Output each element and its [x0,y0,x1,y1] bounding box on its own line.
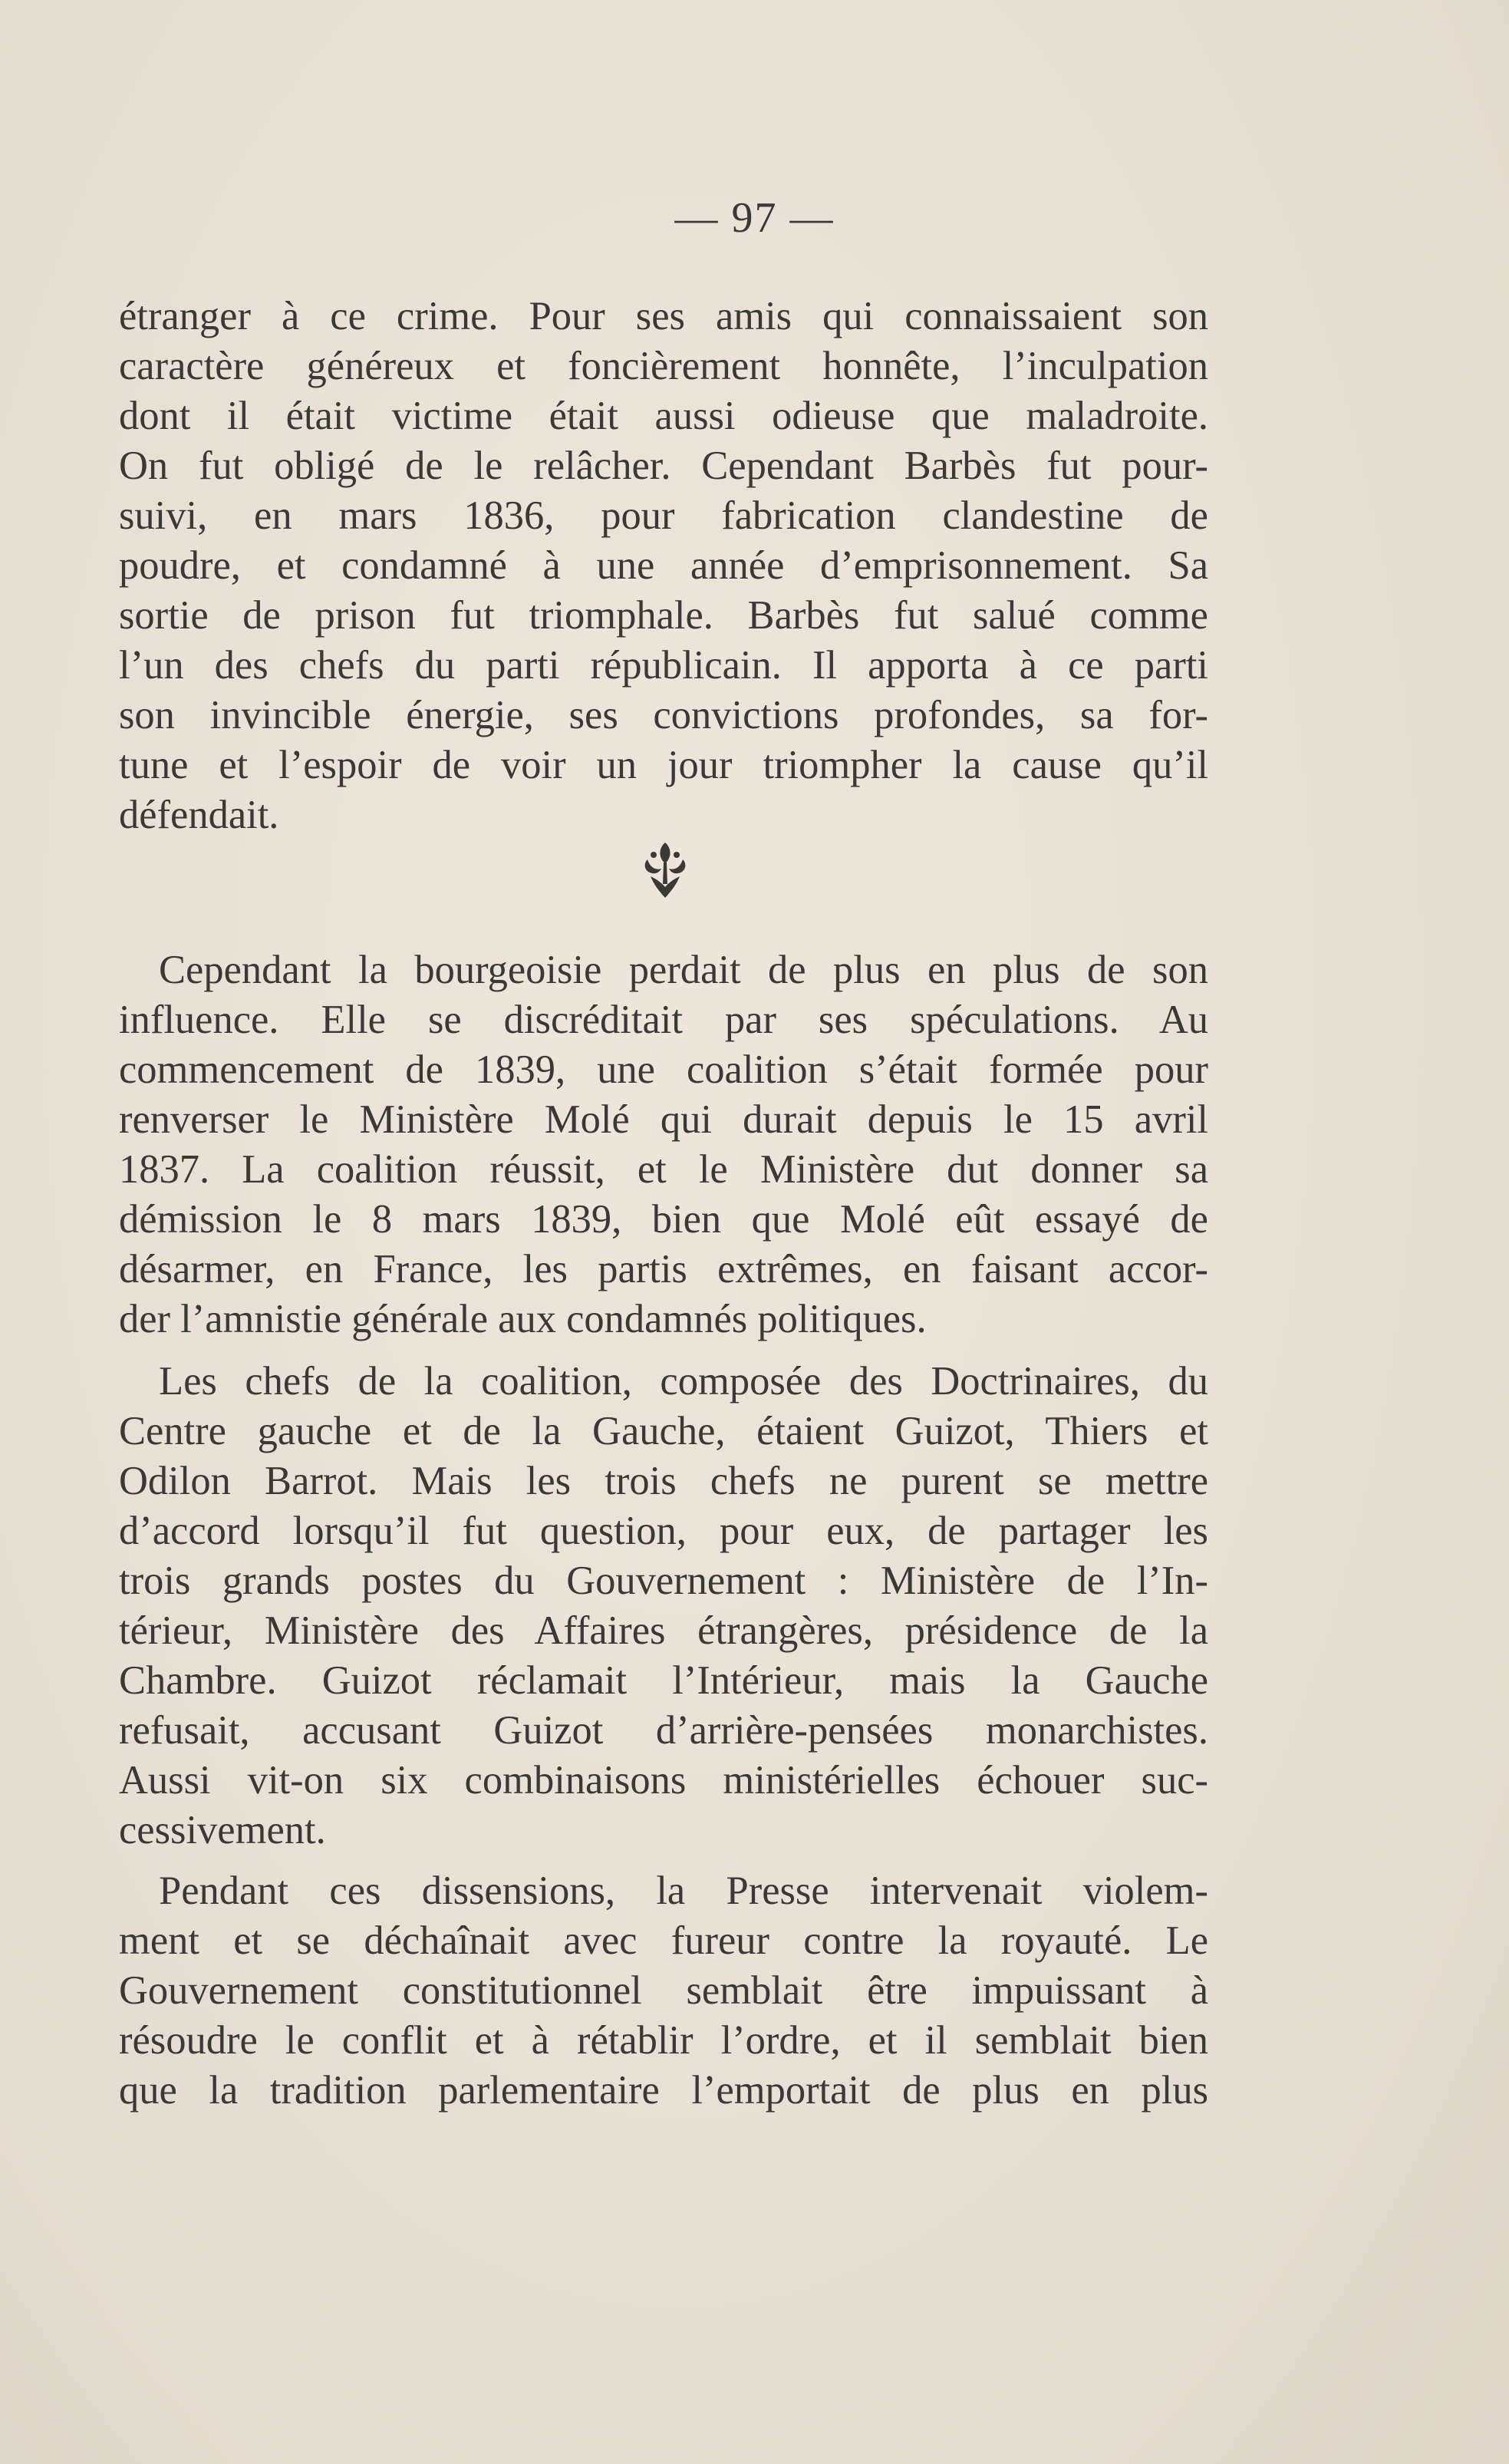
text-line: Cependant la bourgeoisie perdait de plus en plus de son [159,948,1208,992]
text-line: caractère généreux et foncièrement honnête, l’inculpation [119,344,1208,388]
paragraph-3 [119,1357,1208,1855]
text-line: commencement de 1839, une coalition s’était formée pour [119,1047,1208,1092]
text-line: poudre, et condamné à une année d’emprisonnement. Sa [119,543,1208,588]
text-line: Les chefs de la coalition, composée des Doctrinaires, du [159,1359,1208,1404]
text-line: l’un des chefs du parti républicain. Il apporta à ce parti [119,643,1208,688]
text-line: d’accord lorsqu’il fut question, pour eux, de partager les [119,1509,1208,1553]
paragraph-2 [119,945,1208,1344]
page-number: — 97 — [674,194,835,242]
paragraph-4 [119,1866,1208,2116]
text-line: renverser le Ministère Molé qui durait depuis le 15 avril [119,1097,1208,1142]
text-line: sortie de prison fut triomphale. Barbès fut salué comme [119,593,1208,638]
fleuron-icon [631,836,700,905]
text-line: 1837. La coalition réussit, et le Ministère dut donner sa [119,1147,1208,1192]
paragraph-1 [119,292,1208,840]
text-line: térieur, Ministère des Affaires étrangères, présidence de la [119,1608,1208,1653]
text-line: que la tradition parlementaire l’emportait de plus en plus [119,2068,1208,2113]
text-line: tune et l’espoir de voir un jour triompher la cause qu’il [119,743,1208,787]
text-line: Gouvernement constitutionnel semblait être impuissant à [119,1968,1208,2013]
text-line: Centre gauche et de la Gauche, étaient Guizot, Thiers et [119,1409,1208,1453]
text-line: résoudre le conflit et à rétablir l’ordre, et il semblait bien [119,2018,1208,2063]
text-line: démission le 8 mars 1839, bien que Molé eût essayé de [119,1197,1208,1242]
text-line: Chambre. Guizot réclamait l’Intérieur, mais la Gauche [119,1658,1208,1703]
text-line: der l’amnistie générale aux condamnés politiques. [119,1297,927,1341]
text-line: On fut obligé de le relâcher. Cependant Barbès fut pour- [119,444,1208,488]
text-line: étranger à ce crime. Pour ses amis qui connaissaient son [119,294,1208,338]
text-line: défendait. [119,793,279,837]
text-line: influence. Elle se discréditait par ses spéculations. Au [119,998,1208,1042]
text-line: Odilon Barrot. Mais les trois chefs ne purent se mettre [119,1459,1208,1503]
text-line: son invincible énergie, ses convictions profondes, sa for- [119,693,1208,737]
text-line: suivi, en mars 1836, pour fabrication clandestine de [119,493,1208,538]
text-line: Aussi vit-on six combinaisons ministérielles échouer suc- [119,1758,1208,1803]
text-line: désarmer, en France, les partis extrêmes, en faisant accor- [119,1247,1208,1291]
text-line: trois grands postes du Gouvernement : Ministère de l’In- [119,1559,1208,1603]
text-line: ment et se déchaînait avec fureur contre la royauté. Le [119,1918,1208,1963]
text-line: dont il était victime était aussi odieuse que maladroite. [119,394,1208,438]
text-line: cessivement. [119,1808,326,1852]
text-line: Pendant ces dissensions, la Presse intervenait violem- [159,1869,1208,1913]
text-line: refusait, accusant Guizot d’arrière-pensées monarchistes. [119,1708,1208,1753]
